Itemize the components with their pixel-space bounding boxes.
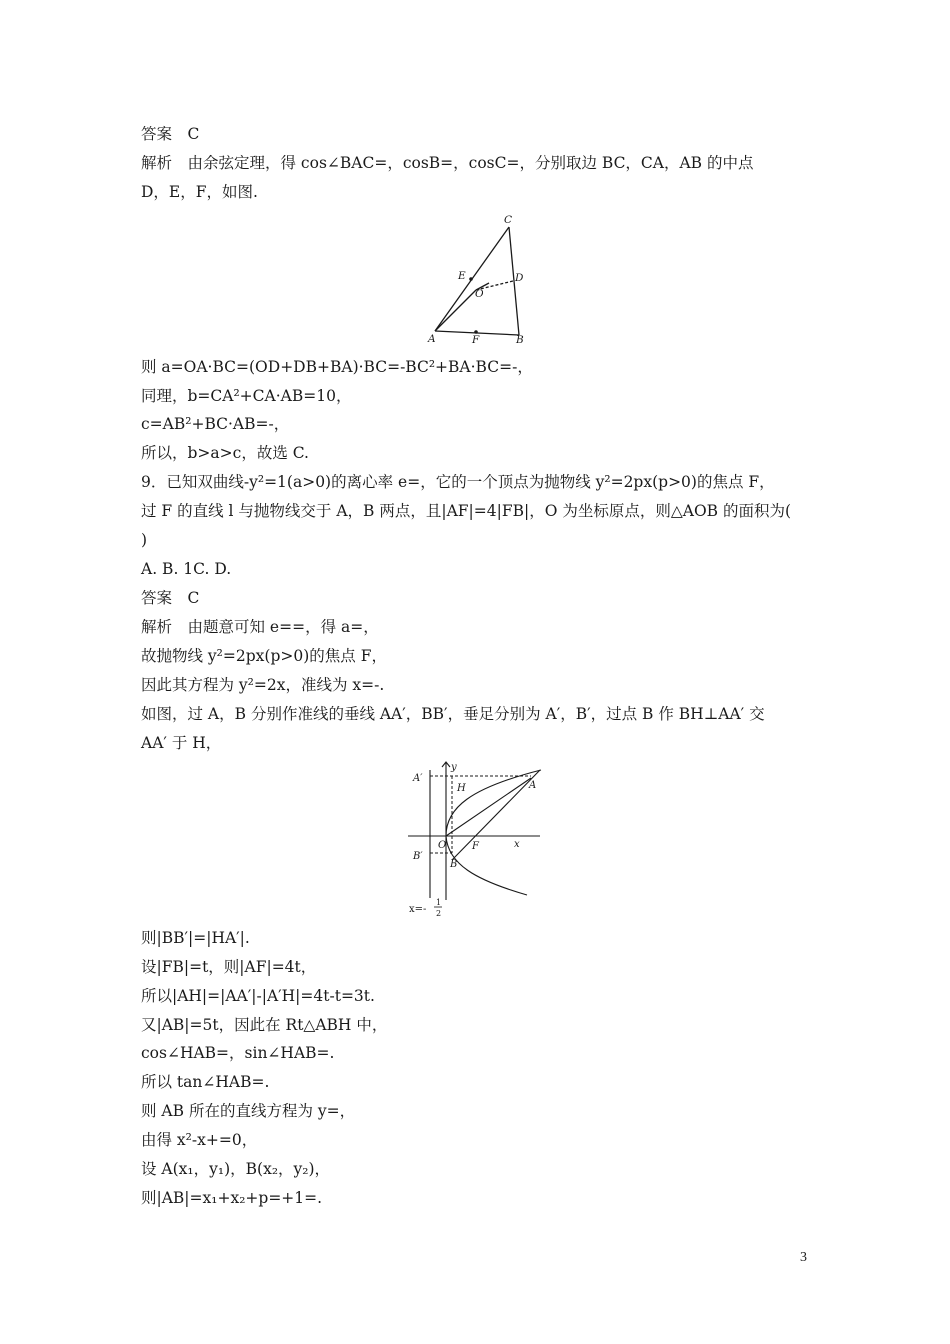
label-y: y — [451, 762, 457, 773]
line-points: 设 A(x₁，y₁)，B(x₂，y₂)， — [141, 1160, 331, 1178]
label-d: D — [515, 272, 524, 284]
label-o2: O — [438, 840, 447, 851]
answer-line-1: 答案 C — [141, 125, 200, 143]
label-a: A — [428, 333, 436, 345]
line-cos-sin: cos∠HAB=，sin∠HAB=. — [141, 1044, 335, 1062]
parabola-figure — [405, 758, 550, 918]
label-b-prime: B′ — [413, 851, 423, 862]
line-tan: 所以 tan∠HAB=. — [141, 1073, 270, 1091]
analysis2-line-2: 故抛物线 y²=2px(p>0)的焦点 F， — [141, 647, 387, 665]
conclusion-line: 所以，b>a>c，故选 C. — [141, 444, 309, 462]
label-a2: A — [529, 780, 537, 791]
fraction-denominator: 2 — [436, 909, 442, 918]
analysis2-line-1: 解析 由题意可知 e==，得 a=， — [141, 618, 379, 636]
label-x: x — [514, 839, 520, 850]
line-length: 则|AB|=x₁+x₂+p=+1=. — [141, 1189, 323, 1207]
line-c: c=AB²+BC·AB=-， — [141, 415, 290, 433]
label-f: F — [472, 334, 480, 346]
line-b: 同理，b=CA²+CA·AB=10， — [141, 387, 352, 405]
line-quadratic: 由得 x²-x+=0， — [141, 1131, 258, 1149]
point-e — [469, 277, 473, 281]
line-a: 则 a=OA·BC=(OD+DB+BA)·BC=-BC²+BA·BC=-， — [141, 358, 533, 376]
triangle-figure — [425, 208, 535, 348]
segment-ao — [435, 290, 476, 331]
label-b2: B — [450, 859, 458, 870]
analysis2-line-4: 如图，过 A，B 分别作准线的垂线 AA′，BB′，垂足分别为 A′，B′，过点 B 作 BH⊥AA′ 交 — [141, 705, 765, 723]
page-number: 3 — [800, 1250, 807, 1265]
line-set-t: 设|FB|=t，则|AF|=4t， — [141, 958, 317, 976]
line-bb: 则|BB′|=|HA′|. — [141, 929, 250, 947]
label-h: H — [457, 783, 466, 794]
line-equation: 则 AB 所在的直线方程为 y=， — [141, 1102, 356, 1120]
label-b: B — [516, 334, 524, 346]
line-ab: 又|AB|=5t，因此在 Rt△ABH 中， — [141, 1016, 388, 1034]
directrix-label: x=- — [409, 904, 427, 915]
label-c: C — [504, 214, 513, 226]
analysis-line-1: 解析 由余弦定理，得 cos∠BAC=，cosB=，cosC=，分别取边 BC，CA，AB 的中点 — [141, 154, 754, 172]
label-a-prime: A′ — [413, 773, 423, 784]
label-f2: F — [472, 841, 479, 852]
question-9-line-2: 过 F 的直线 l 与抛物线交于 A，B 两点，且|AF|=4|FB|，O 为坐标原点，则△AOB 的面积为( — [141, 502, 792, 520]
fraction-numerator: 1 — [436, 898, 442, 907]
line-ah: 所以|AH|=|AA′|-|A′H|=4t-t=3t. — [141, 987, 375, 1005]
label-e: E — [458, 270, 466, 282]
label-o: O — [475, 288, 484, 300]
question-9-line-1: 9．已知双曲线-y²=1(a>0)的离心率 e=，它的一个顶点为抛物线 y²=2px(p>0)的焦点 F， — [141, 473, 775, 491]
options-line: A. B. 1C. D. — [141, 560, 232, 578]
analysis2-line-3: 因此其方程为 y²=2x，准线为 x=-. — [141, 676, 385, 694]
answer-line-2: 答案 C — [141, 589, 200, 607]
question-9-line-3: ) — [141, 531, 148, 549]
analysis-line-2: D，E，F，如图. — [141, 183, 258, 201]
analysis2-line-5: AA′ 于 H， — [141, 734, 222, 752]
